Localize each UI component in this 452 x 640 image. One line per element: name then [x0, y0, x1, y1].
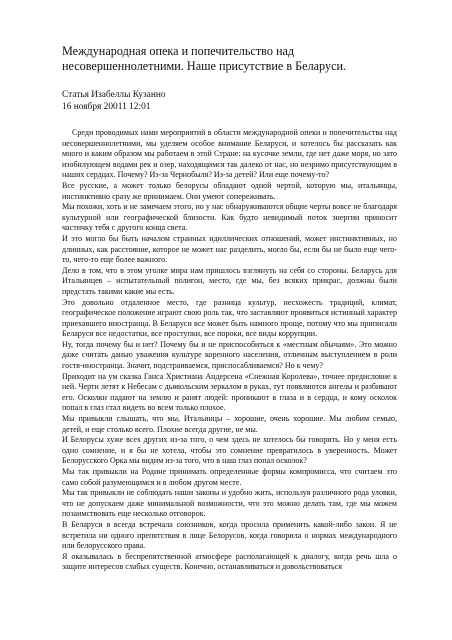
- paragraph-13: В Беларуси я всегда встречала союзников, когда просила применить какой-либо закон. Я не встретила ни одного препятствия в лице Белорусов, когда говорила о нормах международного или белорусского права.: [62, 519, 397, 551]
- paragraph-12: Мы так привыкли не соблюдать наши законы и удобно жить, используя различного рода уловки, что не допускаем даже минимальной возможности, что это можно делать там, где мы можем позаимствовать еще несколько отговорок.: [62, 488, 397, 519]
- paragraph-7: Ну, тогда почему бы и нет? Почему бы и не приспособиться к «местным обычаям». Это можно даже считать данью уважения культуре коренного населения, отличным выступлением в роли гостя-иностранца. Значит, подстраиваемся, приспосабливаемся? Но к чему?: [62, 339, 397, 371]
- paragraph-1: Среди проводимых нами мероприятий в области международной опеки и попечительства над несовершеннолетними, мы уделяем особое внимание Беларуси, и хотелось бы рассказать как много и каким образом мы работаем в этой Стране: на кусочке земли, где нет даже моря, но зато изобилующем водами рек и озер, находящимся так далеко от нас, но незримо присутствующим в наших сердцах. Почему? Из-за Чернобыля? Из-за детей? Или еще почему-то?: [62, 128, 397, 180]
- document-title: Международная опека и попечительство над несовершеннолетними. Наше присутствие в Беларуси.: [62, 44, 347, 73]
- paragraph-14: Я оказывалась в беспрепятственной атмосфере располагающей к диалогу, когда речь шла о защите интересов слабых существ. Конечно, останавливаться и довольствоваться: [62, 551, 397, 572]
- paragraph-2: Все русские, а может только белорусы обладают одной чертой, которую мы, итальянцы, инстинктивно сразу же принимаем. Они умеют сопереживать.: [62, 180, 397, 201]
- paragraph-8: Приходит на ум сказка Ганса Христиана Андерсена «Снежная Королева», точнее предисловие к ней. Черти летят к Небесам с дьявольским зеркалом в руках, тут появляются ангелы и разбивают его. Осколки падают на землю и ранят людей: проникают в глаза и в сердца, и кому осколок попал в глаз стал видеть во всем только плохое.: [62, 371, 397, 413]
- document-page: [62, 44, 397, 573]
- paragraph-9: Мы привыкли слышать, что мы, Итальянцы – хорошие, очень хорошие. Мы любим семью, детей, и еще столько всего. Плохие всегда другие, не мы.: [62, 414, 397, 434]
- paragraph-5: Дело в том, что в этом уголке мира нам пришлось взглянуть на себя со стороны. Беларусь для Итальянцев – испытательный полигон, место, где мы, без всяких прикрас, должны были предстать такими какие мы есть.: [62, 265, 397, 296]
- article-body: [62, 128, 397, 573]
- paragraph-6: Это довольно отдаленное место, где разница культур, несхожесть традиций, климат, географическое положение играют свою роль так, что заставляют проявиться истинный характер приехавшего иностранца. В Беларуси все может быть намного проще, потому что мы приписали Беларуси все недостатки, все проступки, все пороки, все виды коррупции.: [62, 297, 397, 339]
- paragraph-3: Мы похожи, хоть и не замечаем этого, но у нас обнаруживаются общие черты вовсе не благодаря культурной или географической близости. Как будто невидимый поток энергии приносит частичку тебя с другого конца света.: [62, 202, 397, 233]
- article-meta: [62, 90, 397, 113]
- date-line: 16 ноября 20011 12:01: [62, 101, 151, 112]
- author-line: Статья Изабеллы Кузанно: [62, 90, 166, 100]
- paragraph-10: И Белорусы хуже всех других из-за того, о чем здесь не хотелось бы говорить. Но у меня есть одно сомнение, и я бы не хотела, чтобы это сомнение превратилось в уверенность. Может Белорусского Орка мы видим из-за того, что в наш глаз попал осколок?: [62, 435, 397, 466]
- paragraph-4: И это могло бы быть началом странных идиллических отношений, может инстинктивных, но длинных, как расстояние, которое не может нас разделить, могло бы, если бы не было еще чего-то, чего-то еще более важного.: [62, 233, 397, 265]
- paragraph-11: Мы так привыкли на Родине принимать определенные формы компромисса, что считаем это само собой разумеющимся и в любом другом месте.: [62, 467, 397, 487]
